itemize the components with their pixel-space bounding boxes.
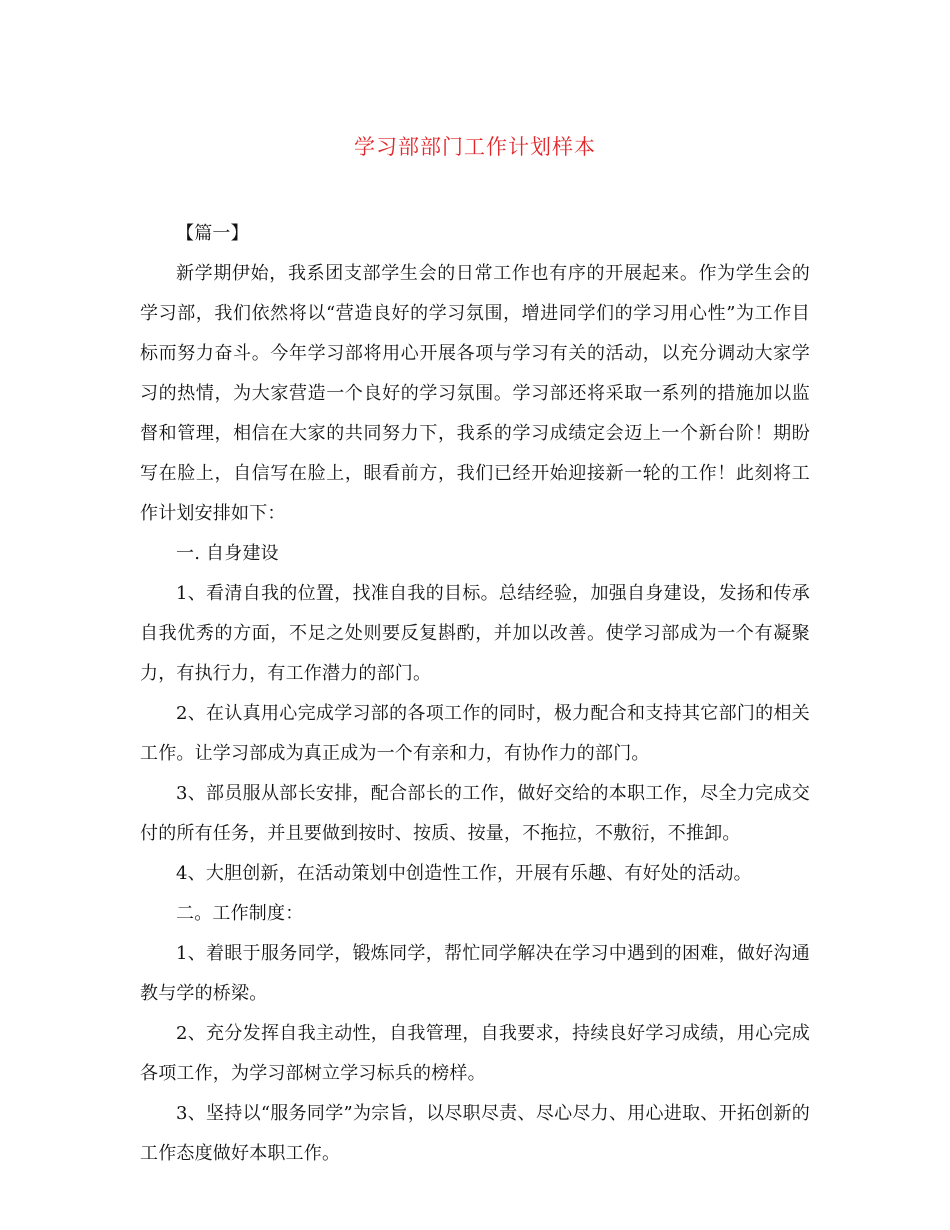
list-item: 4、大胆创新，在活动策划中创造性工作，开展有乐趣、有好处的活动。: [176, 863, 752, 884]
list-item: 2、在认真用心完成学习部的各项工作的同时，极力配合和支持其它部门的相关工作。让学习部成为真正成为一个有亲和力，有协作力的部门。: [140, 703, 810, 764]
intro-paragraph: 新学期伊始，我系团支部学生会的日常工作也有序的开展起来。作为学生会的学习部，我们依然将以“营造良好的学习氛围，增进同学们的学习用心性”为工作目标而努力奋斗。今年学习部将用心开展各项与学习有关的活动，以充分调动大家学习的热情，为大家营造一个良好的学习氛围。学习部还将采取一系列的措施加以监督和管理，相信在大家的共同努力下，我系的学习成绩定会迈上一个新台阶！期盼写在脸上，自信写在脸上，眼看前方，我们已经开始迎接新一轮的工作！此刻将工作计划安排如下：: [140, 263, 810, 524]
document-body: [140, 214, 810, 1174]
list-item: 1、着眼于服务同学，锻炼同学，帮忙同学解决在学习中遇到的困难，做好沟通教与学的桥梁。: [140, 943, 810, 1004]
section-heading-work-system: 二。工作制度：: [176, 903, 304, 924]
list-item: 2、充分发挥自我主动性，自我管理，自我要求，持续良好学习成绩，用心完成各项工作，为学习部树立学习标兵的榜样。: [140, 1023, 810, 1084]
list-item: 1、看清自我的位置，找准自我的目标。总结经验，加强自身建设，发扬和传承自我优秀的方面，不足之处则要反复斟酌，并加以改善。使学习部成为一个有凝聚力，有执行力，有工作潜力的部门。: [140, 583, 810, 684]
list-item: 3、部员服从部长安排，配合部长的工作，做好交给的本职工作，尽全力完成交付的所有任务，并且要做到按时、按质、按量，不拖拉，不敷衍，不推卸。: [140, 783, 810, 844]
section-heading-self-building: 一. 自身建设: [176, 543, 279, 564]
document-title: 学习部部门工作计划样本: [354, 135, 596, 159]
list-item: 3、坚持以“服务同学”为宗旨，以尽职尽责、尽心尽力、用心进取、开拓创新的工作态度做好本职工作。: [140, 1103, 810, 1164]
section-heading-part-one: 【篇一】: [176, 223, 249, 244]
